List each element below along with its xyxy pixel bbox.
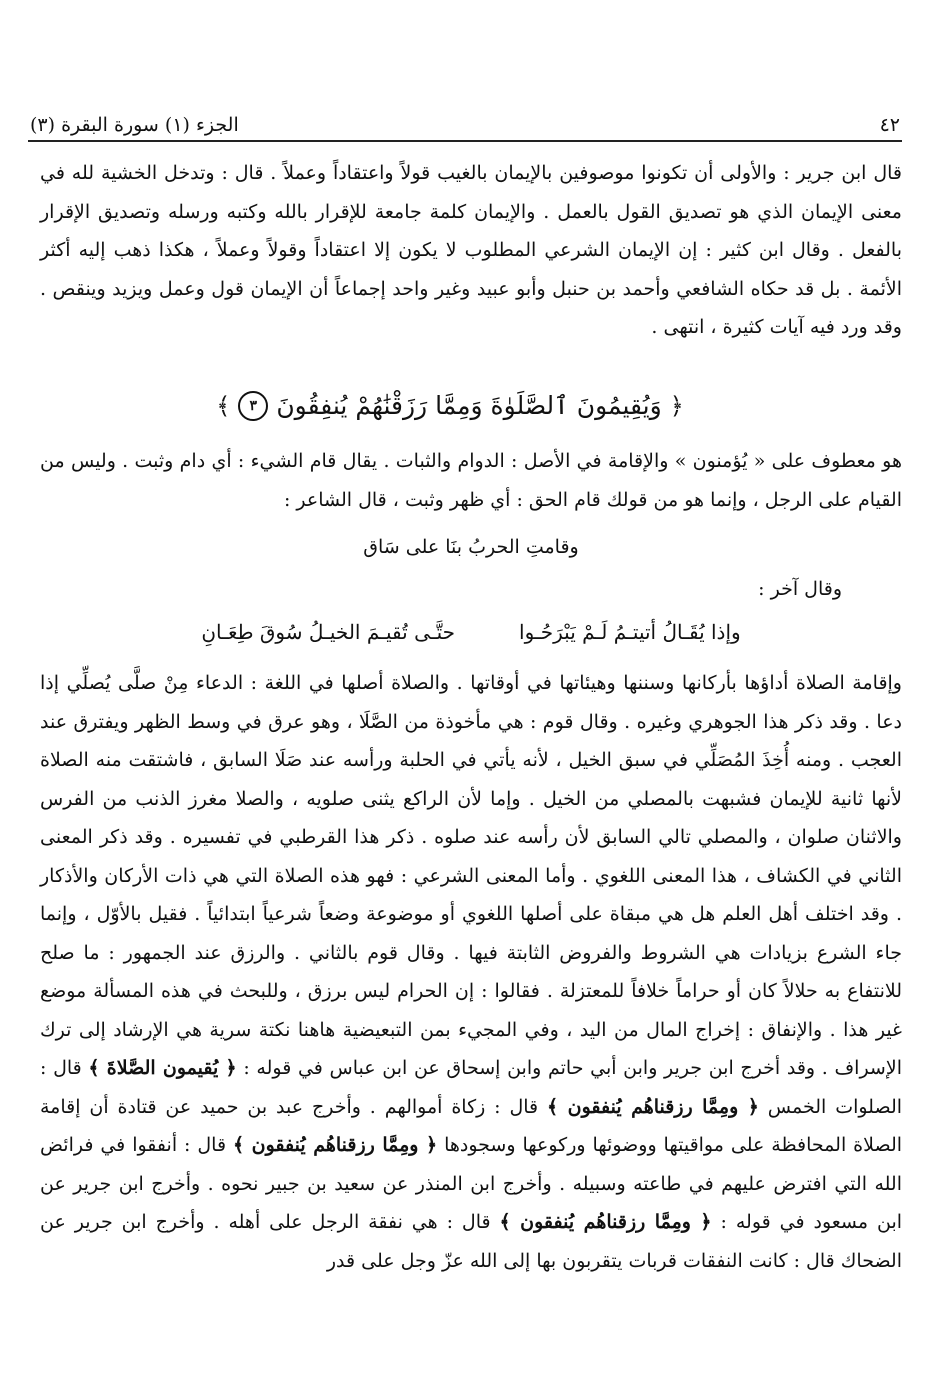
poem-line-2: [40, 612, 902, 652]
quran-quote: ﴿ ومِمَّا رزقناهُم يُنفقون ﴾: [547, 1095, 759, 1118]
running-title: الجزء (١) سورة البقرة (٣): [30, 114, 239, 136]
body-text: قال : أنفقوا في فرائض الله التي افترض عليهم في طاعته وسبيله . وأخرج ابن المنذر عن سعيد بن جبير نحوه . وأخرج ابن جرير عن ابن مسعود في قوله :: [40, 1134, 903, 1233]
page-header: [30, 96, 900, 140]
said-another-label: وقال آخر :: [758, 578, 842, 600]
poem-second-hemistich: حتَّـى تُقيـمَ الخيـلُ سُوقَ طِعَـانِ: [201, 620, 456, 644]
quran-quote: ﴿ يُقيمون الصَّلاةَ ﴾: [88, 1057, 237, 1079]
ayah-number-marker: ٣: [238, 391, 268, 421]
paragraph-iqama: هو معطوف على « يُؤمنون » والإقامة في الأصل : الدوام والثبات . يقال قام الشيء : أي دام وثبت . وليس من القيام على الرجل ، وإنما هو من قولك قام الحق : أي ظهر وثبت ، قال الشاعر :: [40, 450, 902, 511]
body-text: قال : هي نفقة الرجل على أهله . وأخرج ابن جرير عن الضحاك قال : كانت النفقات قربات يتقربون بها إلى الله عزّ وجل على قدر: [40, 1211, 902, 1272]
verse-text: وَيُقِيمُونَ ٱلصَّلَوٰةَ وَمِمَّا رَزَقْنَٰهُمْ يُنفِقُونَ: [276, 391, 662, 420]
poem-first-hemistich: وإذا يُقَـالُ أتيتـمُ لَـمْ يَبْرَحُـوا: [519, 620, 741, 644]
poem-line-1: وقامتِ الحربُ بنَا على سَاق: [363, 536, 579, 558]
paragraph-ibn-jarir: قال ابن جرير : والأولى أن تكونوا موصوفين بالإيمان بالغيب قولاً واعتقاداً وعملاً . قال : وتدخل الخشية لله في معنى الإيمان الذي هو تصديق القول بالعمل . والإيمان كلمة جامعة للإقرار بالله وكتبه ورسله وتصديق الإقرار بالفعل . وقال ابن كثير : إن الإيمان الشرعي المطلوب لا يكون إلا اعتقاداً وقولاً وعملاً ، هكذا ذهب إليه أكثر الأئمة . بل قد حكاه الشافعي وأحمد بن حنبل وأبو عبيد وغير واحد إجماعاً أن الإيمان قول وعمل ويزيد وينقص . وقد ورد فيه آيات كثيرة ، انتهى .: [40, 162, 902, 338]
quran-quote: ﴿ ومِمَّا رزقناهُم يُنفقون ﴾: [499, 1211, 712, 1233]
body-text: قال : الصلوات الخمس: [40, 1057, 903, 1118]
body-text: قال : زكاة أموالهم . وأخرج عبد بن حميد عن قتادة أن إقامة الصلاة المحافظة على مواقيتها ووضوئها وركوعها وسجودها: [40, 1095, 903, 1156]
quran-quote: ﴿ ومِمَّا رزقناهُم يُنفقون ﴾: [233, 1134, 438, 1156]
quran-verse: [40, 384, 860, 428]
verse-close-bracket: ﴾: [216, 392, 231, 420]
paragraph-salat-definition: [40, 664, 902, 1280]
body-text: وإقامة الصلاة أداؤها بأركانها وسننها وهيئاتها في أوقاتها . والصلاة أصلها في اللغة : الدعاء مِنْ صلَّى يُصلِّي إذا دعا . وقد ذكر هذا الجوهري وغيره . وقال قوم : هي مأخوذة من الصَّلَا ، وهو عرق في وسط الظهر ويفترق عند العجب . ومنه أُخِذَ المُصَلِّي في سبق الخيل ، لأنه يأتي في الحلبة ورأسه عند صَلَا السابق ، فاشتقت منه الصلاة لأنها ثانية للإيمان فشبهت بالمصلي من الخيل . وإما لأن الراكع يثنى صلويه ، والصلا مغرز الذنب من الفرس والاثنان صلوان ، والمصلي تالي السابق لأن رأسه عند صلوه . ذكر هذا القرطبي في تفسيره . وقد ذكر المعنى الثاني في الكشاف ، هذا المعنى اللغوي . وأما المعنى الشرعي : فهو هذه الصلاة التي هي ذات الأركان والأذكار . وقد اختلف أهل العلم هل هي مبقاة على أصلها اللغوي أو موضوعة وضعاً شرعياً ابتدائياً . فقيل بالأوّل ، وإنما جاء الشرع بزيادات هي الشروط والفروض الثابتة فيها . وقال قوم بالثاني . والرزق عند الجمهور : ما صلح للانتفاع به حلالاً كان أو حراماً خلافاً للمعتزلة . فقالوا : إن الحرام ليس برزق ، وللبحث في هذه المسألة موضع غير هذا . والإنفاق : إخراج المال من اليد ، وفي المجيء بمن التبعيضية هاهنا نكتة سرية هي الإرشاد إلى ترك الإسراف . وقد أخرج ابن جرير وابن أبي حاتم وابن إسحاق عن ابن عباس في قوله :: [40, 672, 902, 1079]
page-number: ٤٢: [879, 114, 900, 136]
verse-open-bracket: ﴿: [669, 392, 684, 420]
header-rule: [28, 140, 902, 142]
